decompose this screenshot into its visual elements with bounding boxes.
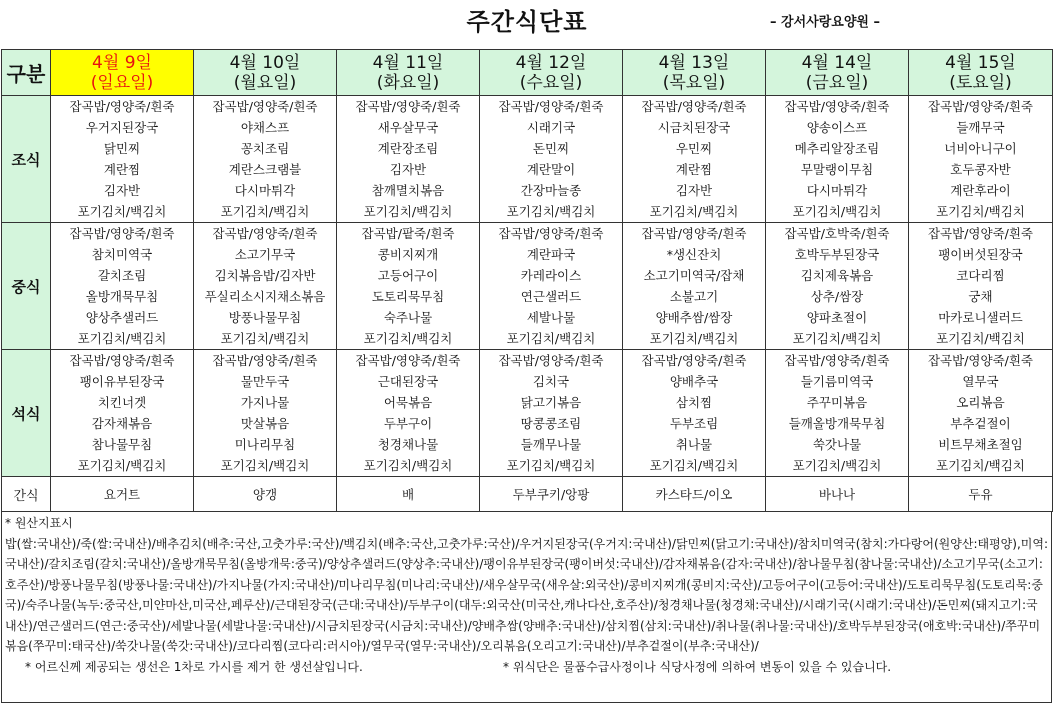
menu-item: 시금치된장국	[657, 120, 731, 135]
menu-item: 간장마늘종	[520, 183, 582, 198]
menu-item: 김치볶음밥/김자반	[214, 268, 316, 283]
menu-item: 땅콩콩조림	[520, 416, 582, 431]
menu-item: 포기김치/백김치	[363, 204, 453, 219]
menu-item: 맛살볶음	[240, 416, 290, 431]
day-weekday: (월요일)	[233, 72, 297, 93]
meal-label: 간식	[2, 477, 51, 512]
day-weekday: (토요일)	[949, 72, 1012, 93]
meal-label: 석식	[2, 350, 51, 477]
day-header	[194, 50, 337, 96]
menu-item: 포기김치/백김치	[77, 204, 167, 219]
menu-item: 포기김치/백김치	[220, 458, 310, 473]
meal-row	[2, 350, 1053, 477]
menu-item: 도토리묵무침	[371, 289, 445, 304]
menu-item: 갈치조림	[97, 268, 147, 283]
menu-item: 잡곡밥/영양죽/흰죽	[498, 99, 604, 114]
day-weekday: (화요일)	[376, 72, 440, 93]
note-change: * 위식단은 물품수급사정이나 식당사정에 의하여 변동이 있을 수 있습니다.	[503, 659, 892, 674]
menu-item: 숙주나물	[383, 310, 433, 325]
menu-item: 잡곡밥/영양죽/흰죽	[498, 226, 604, 241]
menu-item: 잡곡밥/영양죽/흰죽	[69, 353, 175, 368]
menu-cell	[480, 223, 623, 350]
menu-item: 잡곡밥/영양죽/흰죽	[927, 99, 1034, 114]
menu-item: 잡곡밥/팥죽/흰죽	[361, 226, 455, 241]
menu-item: 미나리무침	[234, 437, 296, 452]
menu-item: 비트무채초절임	[938, 437, 1023, 452]
menu-item: 청경채나물	[377, 437, 439, 452]
menu-item: 세발나물	[526, 310, 576, 325]
menu-item: 꽁치조림	[240, 141, 290, 156]
snack-cell: 양갱	[194, 477, 337, 512]
menu-item: 잡곡밥/영양죽/흰죽	[69, 99, 175, 114]
menu-item: 김치국	[532, 374, 570, 389]
day-header	[51, 50, 194, 96]
menu-item: 포기김치/백김치	[506, 331, 596, 346]
menu-item: 잡곡밥/영양죽/흰죽	[784, 99, 890, 114]
day-date: 4월 9일	[92, 52, 152, 73]
menu-item: 다시마튀각	[234, 183, 296, 198]
menu-item: 잡곡밥/영양죽/흰죽	[355, 99, 461, 114]
menu-item: 계란찜	[675, 162, 713, 177]
menu-item: 잡곡밥/영양죽/흰죽	[212, 226, 318, 241]
menu-item: 시래기국	[526, 120, 576, 135]
menu-item: 호두콩자반	[950, 162, 1011, 177]
snack-cell: 배	[337, 477, 480, 512]
menu-item: 들깨올방개묵무침	[788, 416, 886, 431]
day-date: 4월 11일	[372, 52, 444, 73]
menu-cell	[623, 350, 766, 477]
menu-cell	[623, 96, 766, 223]
menu-item: 잡곡밥/영양죽/흰죽	[641, 353, 747, 368]
menu-item: 두부조림	[669, 416, 719, 431]
menu-item: 방풍나물무침	[228, 310, 302, 325]
menu-item: 들깨무나물	[520, 437, 582, 452]
menu-item: 코다리찜	[956, 268, 1005, 283]
menu-item: 야채스프	[240, 120, 290, 135]
menu-item: 근대된장국	[377, 374, 439, 389]
menu-item: 너비아니구이	[944, 141, 1017, 156]
day-header	[337, 50, 480, 96]
origin-section	[1, 511, 1052, 703]
menu-item: 주꾸미볶음	[806, 395, 868, 410]
day-header	[766, 50, 909, 96]
menu-cell	[623, 223, 766, 350]
menu-item: 어묵볶음	[383, 395, 433, 410]
menu-item: 포기김치/백김치	[220, 204, 310, 219]
menu-item: 잡곡밥/영양죽/흰죽	[498, 353, 604, 368]
menu-item: 잡곡밥/호박죽/흰죽	[784, 226, 890, 241]
origin-text: 밥(쌀:국내산)/죽(쌀:국내산)/배추김치(배추:국산,고춧가루:국산)/백김치(배추:국산,고춧가루:국산)/우거지된장국(우거지:국내산)/닭민찌(닭고기:국내산)/참치미역국(참치:가다랑어(원양산:태평양),미역:국내산)/갈치조림(갈치:국내산)/올방개묵무침(올방개묵:중국)/양상추샐러드(양상추:국내산)/팽이유부된장국(팽이버섯:국내산)/감자채볶음(감자:국내산)/참나물무침(참나물:국내산)/소고기무국(소고기:호주산)/방풍나물무침(방풍나물:국내산)/가지나물(가지:국내산)/미나리무침(미나리:국내산)/새우살무국(새우살:외국산)/콩비지찌개(콩비지:국산)/고등어구이(고등어:국내산)/도토리묵무침(도토리묵:중국)/숙주나물(녹두:중국산,미얀마산,미국산,페루산)/근대된장국(근대:국내산)/두부구이(대두:외국산(미국산,캐나다산,호주산)/청경채나물(청경채:국내산)/시래기국(시래기:국내산)/돈민찌(돼지고기:국내산)/연근샐러드(연근:중국산)/세발나물(세발나물:국내산)/시금치된장국(시금치:국내산)/양배추쌈(양배추:국내산)/삼치찜(삼치:국내산)/취나물(취나물:국내산)/호박두부된장국(애호박:국내산)/쭈꾸미볶음(쭈꾸미:태국산)/쑥갓나물(쑥갓:국내산)/코다리찜(코다리:러시아)/열무국(열무:국내산)/오리볶음(오리고기:국내산)/부추겉절이(부추:국내산)/	[5, 536, 1048, 653]
menu-item: 궁채	[968, 289, 993, 304]
menu-item: 잡곡밥/영양죽/흰죽	[355, 353, 461, 368]
menu-item: 치킨너겟	[97, 395, 147, 410]
menu-item: 푸실리소시지채소볶음	[204, 289, 326, 304]
menu-item: 포기김치/백김치	[792, 204, 882, 219]
menu-item: 잡곡밥/영양죽/흰죽	[784, 353, 890, 368]
menu-cell	[51, 350, 194, 477]
menu-item: 오리볶음	[956, 395, 1005, 410]
snack-cell: 두부쿠키/앙팡	[480, 477, 623, 512]
day-header	[623, 50, 766, 96]
menu-item: 양파초절이	[806, 310, 868, 325]
day-header	[480, 50, 623, 96]
menu-item: 계란말이	[526, 162, 576, 177]
menu-item: 닭고기볶음	[520, 395, 582, 410]
menu-item: 잡곡밥/영양죽/흰죽	[641, 226, 747, 241]
menu-item: 포기김치/백김치	[792, 458, 882, 473]
snack-cell: 바나나	[766, 477, 909, 512]
menu-item: 콩비지찌개	[377, 247, 439, 262]
menu-item: 포기김치/백김치	[649, 331, 739, 346]
meal-row	[2, 223, 1053, 350]
menu-item: 다시마튀각	[806, 183, 868, 198]
menu-cell	[909, 96, 1053, 223]
menu-cell	[766, 350, 909, 477]
menu-item: 김자반	[389, 162, 427, 177]
menu-item: 소불고기	[669, 289, 719, 304]
menu-item: 팽이버섯된장국	[938, 247, 1023, 262]
menu-item: 양배추쌈/쌈장	[655, 310, 733, 325]
menu-cell	[480, 350, 623, 477]
menu-item: 참나물무침	[91, 437, 153, 452]
menu-item: 잡곡밥/영양죽/흰죽	[69, 226, 175, 241]
menu-item: 포기김치/백김치	[506, 204, 596, 219]
menu-item: 잡곡밥/영양죽/흰죽	[212, 99, 318, 114]
menu-item: 메추리알장조림	[794, 141, 880, 156]
menu-item: 카레라이스	[520, 268, 582, 283]
menu-item: 김치제육볶음	[800, 268, 874, 283]
menu-item: 포기김치/백김치	[77, 458, 167, 473]
menu-item: 포기김치/백김치	[792, 331, 882, 346]
menu-cell	[909, 223, 1053, 350]
menu-item: 잡곡밥/영양죽/흰죽	[641, 99, 747, 114]
menu-cell	[909, 350, 1053, 477]
menu-cell	[337, 223, 480, 350]
menu-item: 우거지된장국	[85, 120, 159, 135]
menu-table	[1, 49, 1053, 512]
menu-item: 소고기미역국/잡채	[643, 268, 745, 283]
menu-item: 참깨멸치볶음	[371, 183, 445, 198]
day-weekday: (수요일)	[519, 72, 583, 93]
day-date: 4월 12일	[515, 52, 587, 73]
menu-item: 돈민찌	[532, 141, 570, 156]
menu-item: 두부구이	[383, 416, 433, 431]
meal-label: 조식	[2, 96, 51, 223]
menu-item: 감자채볶음	[91, 416, 153, 431]
menu-item: 계란스크램블	[228, 162, 302, 177]
menu-item: 호박두부된장국	[794, 247, 880, 262]
notes-row	[5, 657, 1048, 678]
menu-item: 삼치찜	[675, 395, 713, 410]
menu-item: 포기김치/백김치	[77, 331, 167, 346]
menu-cell	[194, 223, 337, 350]
snack-cell: 요거트	[51, 477, 194, 512]
menu-cell	[337, 350, 480, 477]
menu-item: 열무국	[962, 374, 999, 389]
menu-item: 양송이스프	[806, 120, 868, 135]
page-title: 주간식단표	[466, 8, 588, 36]
menu-item: 계란파국	[526, 247, 576, 262]
menu-item: 김자반	[675, 183, 713, 198]
menu-item: 참치미역국	[91, 247, 153, 262]
menu-item: 닭민찌	[103, 141, 141, 156]
origin-title: * 원산지표시	[5, 516, 73, 530]
menu-item: 계란후라이	[950, 183, 1011, 198]
menu-item: 고등어구이	[377, 268, 439, 283]
menu-item: 올방개묵무침	[85, 289, 159, 304]
menu-item: 상추/쌈장	[810, 289, 864, 304]
day-date: 4월 15일	[945, 52, 1016, 73]
menu-cell	[194, 350, 337, 477]
menu-cell	[51, 96, 194, 223]
menu-item: 잡곡밥/영양죽/흰죽	[927, 353, 1034, 368]
menu-item: 취나물	[675, 437, 713, 452]
day-header	[909, 50, 1053, 96]
menu-cell	[766, 96, 909, 223]
menu-item: *생신잔치	[666, 247, 722, 262]
menu-item: 물만두국	[240, 374, 290, 389]
menu-item: 잡곡밥/영양죽/흰죽	[212, 353, 318, 368]
menu-item: 포기김치/백김치	[506, 458, 596, 473]
snack-cell: 두유	[909, 477, 1053, 512]
day-weekday: (금요일)	[805, 72, 869, 93]
menu-item: 포기김치/백김치	[363, 458, 453, 473]
menu-cell	[51, 223, 194, 350]
menu-item: 부추겉절이	[950, 416, 1011, 431]
day-date: 4월 13일	[658, 52, 730, 73]
menu-item: 양상추샐러드	[85, 310, 159, 325]
menu-item: 포기김치/백김치	[649, 458, 739, 473]
menu-item: 들기름미역국	[800, 374, 874, 389]
menu-item: 연근샐러드	[520, 289, 582, 304]
menu-item: 가지나물	[240, 395, 290, 410]
day-date: 4월 14일	[801, 52, 873, 73]
menu-item: 계란찜	[103, 162, 141, 177]
menu-item: 계란장조림	[377, 141, 439, 156]
menu-item: 포기김치/백김치	[649, 204, 739, 219]
menu-item: 팽이유부된장국	[79, 374, 165, 389]
menu-item: 포기김치/백김치	[363, 331, 453, 346]
menu-item: 쑥갓나물	[812, 437, 862, 452]
menu-item: 무말랭이무침	[800, 162, 874, 177]
menu-cell	[480, 96, 623, 223]
menu-item: 김자반	[103, 183, 141, 198]
menu-cell	[337, 96, 480, 223]
day-weekday: (목요일)	[662, 72, 726, 93]
menu-item: 포기김치/백김치	[220, 331, 310, 346]
menu-item: 포기김치/백김치	[936, 331, 1025, 346]
day-date: 4월 10일	[229, 52, 301, 73]
menu-item: 마카로니샐러드	[938, 310, 1023, 325]
menu-item: 포기김치/백김치	[936, 204, 1025, 219]
menu-item: 소고기무국	[234, 247, 296, 262]
header-row	[2, 50, 1053, 96]
menu-cell	[194, 96, 337, 223]
note-fish: * 어르신께 제공되는 생선은 1차로 가시를 제거 한 생선살입니다.	[25, 659, 363, 674]
menu-item: 양배추국	[669, 374, 719, 389]
corner-label: 구분	[2, 50, 51, 96]
menu-item: 새우살무국	[377, 120, 439, 135]
snack-cell: 카스타드/이오	[623, 477, 766, 512]
menu-item: 들깨무국	[956, 120, 1005, 135]
facility-name: – 강서사랑요양원 –	[770, 15, 880, 30]
meal-row	[2, 96, 1053, 223]
meal-label: 중식	[2, 223, 51, 350]
menu-item: 포기김치/백김치	[936, 458, 1025, 473]
snack-row	[2, 477, 1053, 512]
day-weekday: (일요일)	[90, 72, 154, 93]
menu-item: 우민찌	[675, 141, 713, 156]
menu-item: 잡곡밥/영양죽/흰죽	[927, 226, 1034, 241]
menu-cell	[766, 223, 909, 350]
